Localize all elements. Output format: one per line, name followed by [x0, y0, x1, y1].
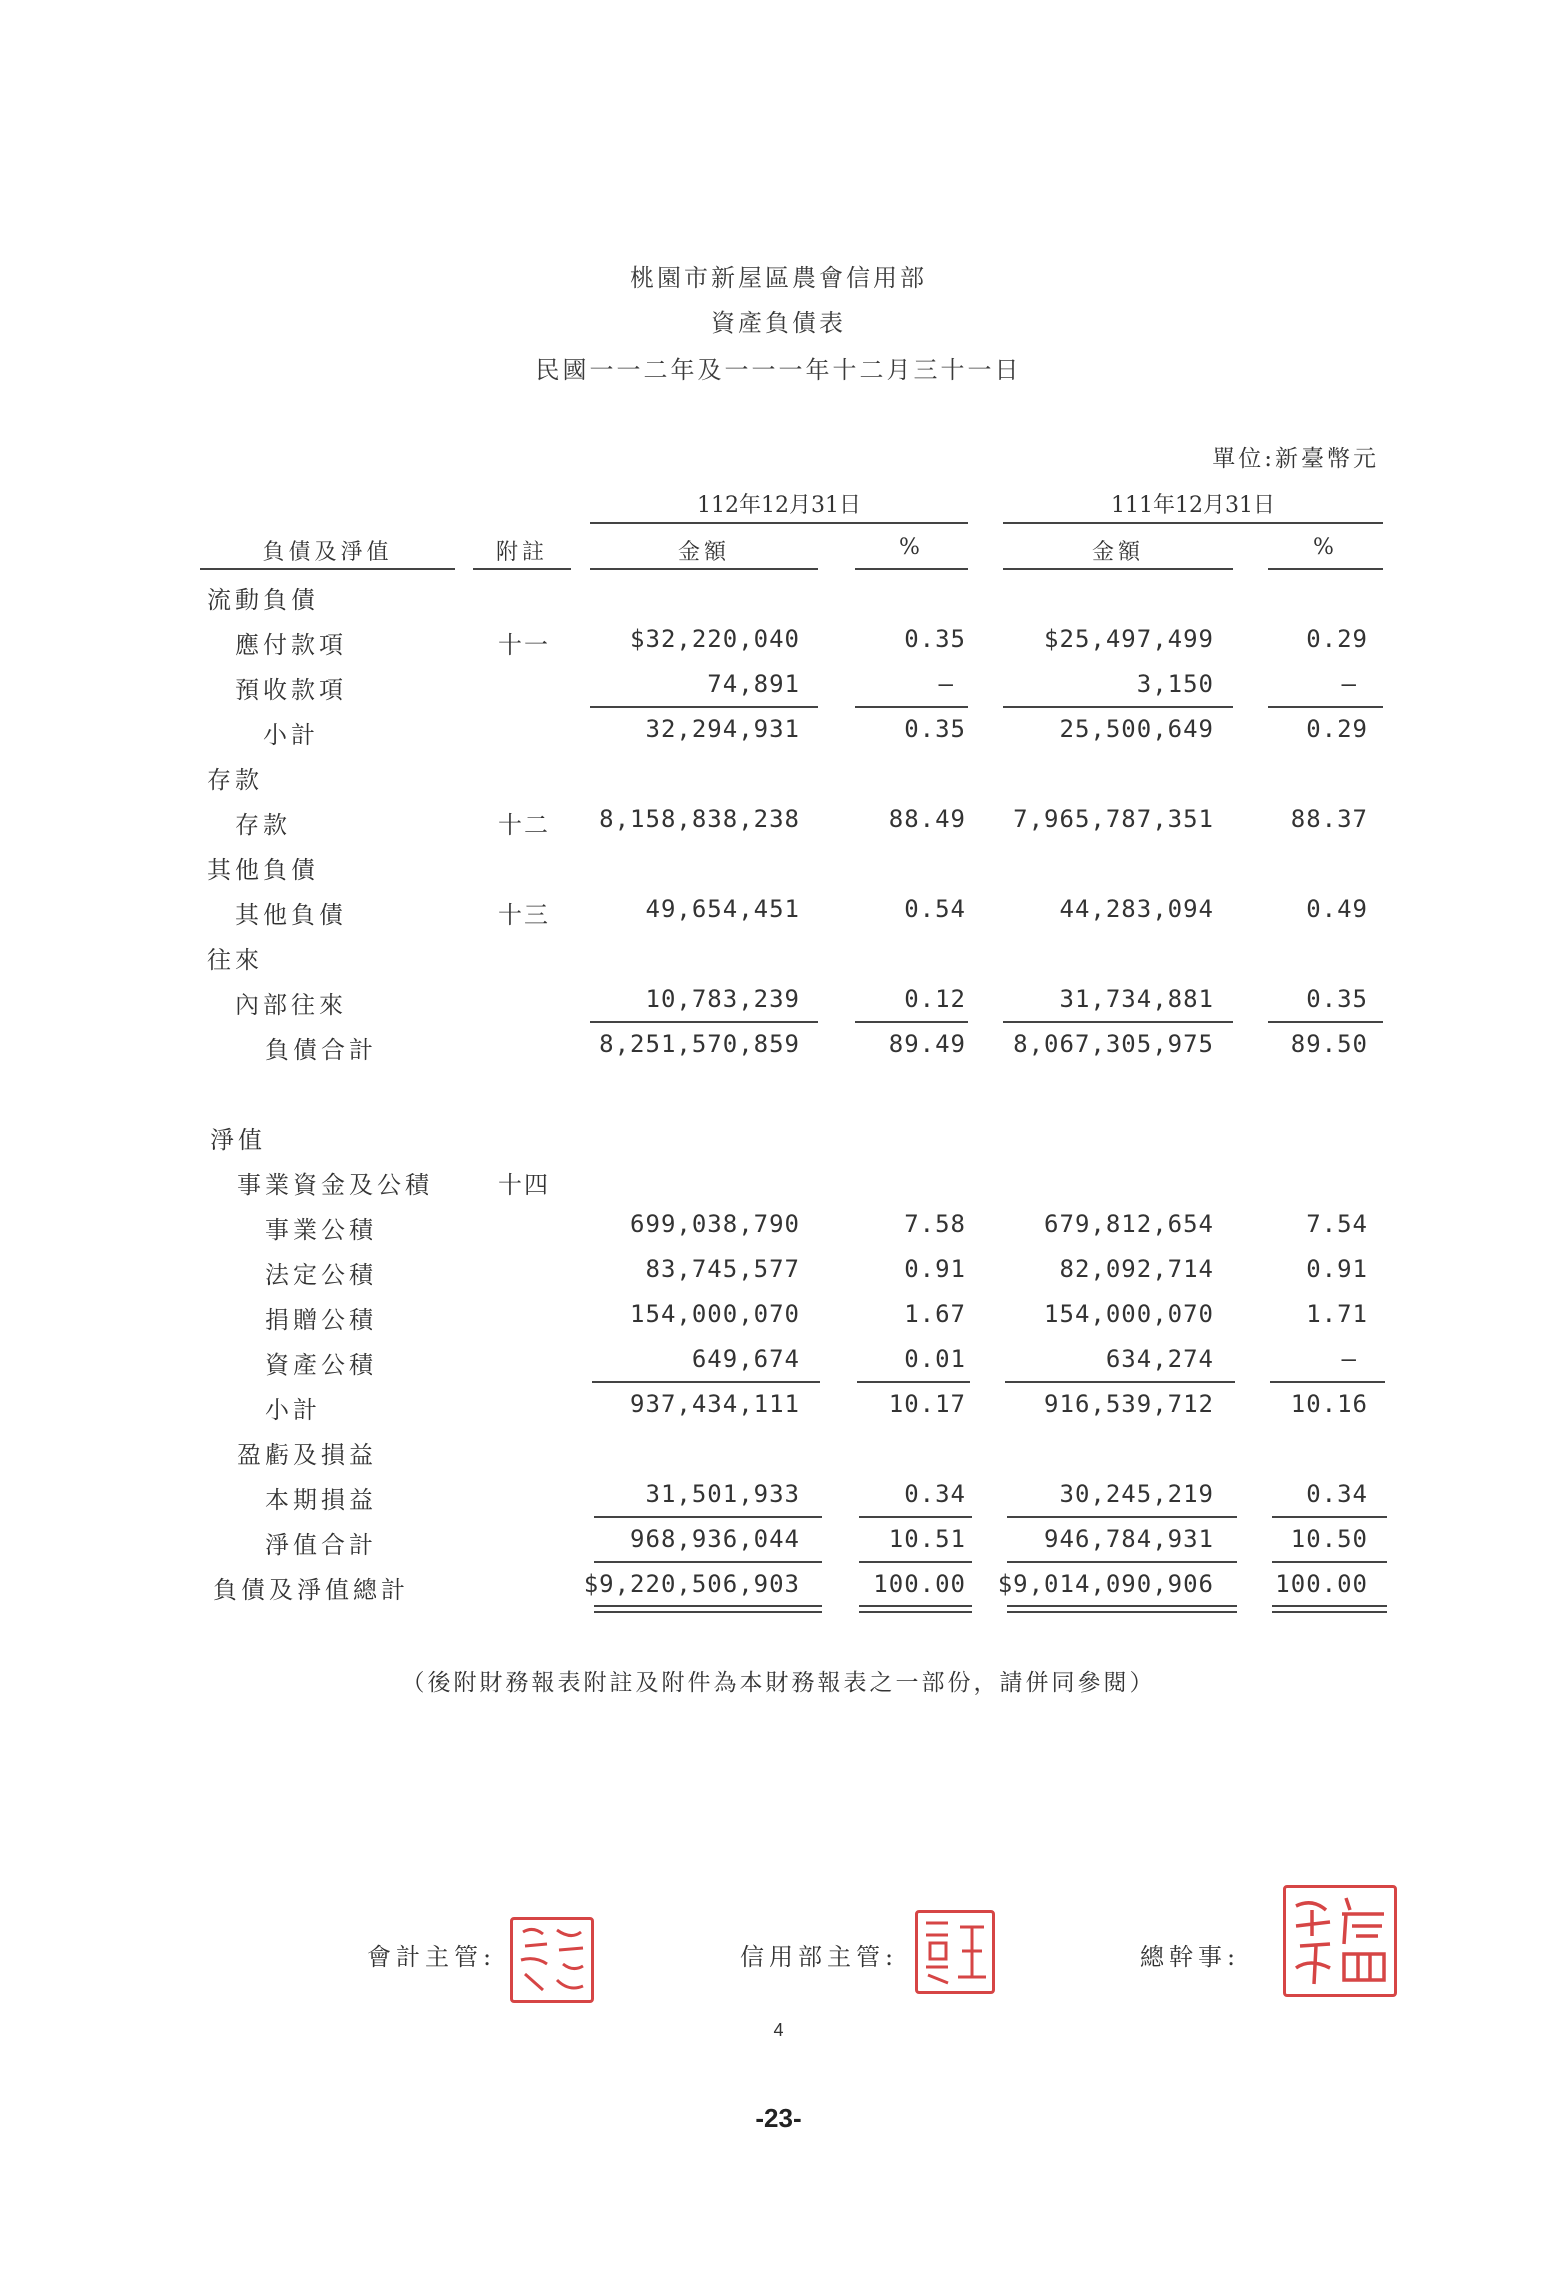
table-row	[0, 625, 1557, 665]
amount-111: 25,500,649	[1059, 715, 1214, 743]
table-row	[0, 1120, 1557, 1160]
amount-111: 44,283,094	[1059, 895, 1214, 923]
column-header-percent-112: %	[899, 535, 924, 560]
amount-112: $32,220,040	[630, 625, 800, 653]
column-header-label: 負債及淨值	[262, 540, 393, 565]
table-row	[0, 1390, 1557, 1430]
amount-111: 7,965,787,351	[1013, 805, 1214, 833]
percent-112: 1.67	[904, 1300, 966, 1328]
percent-112: 0.54	[904, 895, 966, 923]
row-label: 存款	[235, 811, 291, 839]
percent-112: —	[938, 670, 954, 698]
header-rule-percent-111	[1268, 568, 1383, 570]
table-row	[0, 580, 1557, 620]
grand-total-double-rule	[594, 1605, 822, 1613]
percent-111: 0.34	[1306, 1480, 1368, 1508]
percent-112: 0.35	[904, 625, 966, 653]
footnote: （後附財務報表附註及附件為本財務報表之一部份，請併同參閱）	[401, 1670, 1156, 1696]
percent-111: 10.16	[1290, 1390, 1368, 1418]
amount-112: 699,038,790	[630, 1210, 800, 1238]
amount-112: 154,000,070	[630, 1300, 800, 1328]
table-row	[0, 985, 1557, 1025]
percent-111: 0.29	[1306, 625, 1368, 653]
table-row	[0, 1480, 1557, 1520]
total-rule	[1268, 1021, 1383, 1023]
column-header-amount-111: 金額	[1091, 540, 1144, 565]
table-row	[0, 895, 1557, 935]
seal-glyphs	[513, 1920, 591, 2000]
percent-112: 0.12	[904, 985, 966, 1013]
amount-111: 634,274	[1105, 1345, 1214, 1373]
row-label: 存款	[207, 766, 263, 794]
amount-112: 8,251,570,859	[599, 1030, 800, 1058]
amount-111: 679,812,654	[1044, 1210, 1214, 1238]
row-label: 負債合計	[265, 1036, 377, 1064]
table-row	[0, 1300, 1557, 1340]
total-rule	[859, 1561, 972, 1563]
row-label: 淨值	[210, 1126, 266, 1154]
amount-111: 946,784,931	[1044, 1525, 1214, 1553]
total-rule	[1272, 1516, 1387, 1518]
row-label: 負債及淨值總計	[213, 1576, 409, 1604]
table-row	[0, 1210, 1557, 1250]
amount-111: 8,067,305,975	[1013, 1030, 1214, 1058]
table-row	[0, 940, 1557, 980]
percent-112: 0.35	[904, 715, 966, 743]
amount-112: 8,158,838,238	[599, 805, 800, 833]
percent-111: 10.50	[1290, 1525, 1368, 1553]
table-row	[0, 850, 1557, 890]
accounting-supervisor-label: 會計主管:	[367, 1943, 497, 1971]
row-label: 小計	[265, 1396, 321, 1424]
amount-112: 32,294,931	[645, 715, 800, 743]
total-rule	[1272, 1561, 1387, 1563]
row-label: 流動負債	[207, 586, 319, 614]
page-number-inner: 4	[773, 2020, 784, 2040]
column-header-note: 附註	[495, 540, 548, 565]
total-rule	[1007, 1561, 1237, 1563]
percent-111: 0.91	[1306, 1255, 1368, 1283]
row-label: 淨值合計	[265, 1531, 377, 1559]
row-label: 往來	[207, 946, 263, 974]
amount-112: 10,783,239	[645, 985, 800, 1013]
row-note: 十三	[498, 901, 550, 929]
subtotal-rule	[590, 706, 818, 708]
table-row	[0, 1525, 1557, 1565]
total-rule	[1003, 1021, 1233, 1023]
grand-total-double-rule	[1007, 1605, 1237, 1613]
header-rule-amount-112	[590, 568, 818, 570]
header-rule-percent-112	[855, 568, 968, 570]
amount-112: 49,654,451	[645, 895, 800, 923]
column-header-amount-112: 金額	[677, 540, 730, 565]
amount-111: 3,150	[1136, 670, 1214, 698]
amount-112: $9,220,506,903	[583, 1570, 800, 1598]
report-period: 民國一一二年及一一一年十二月三十一日	[535, 356, 1022, 384]
percent-112: 0.34	[904, 1480, 966, 1508]
subtotal-rule	[592, 1381, 820, 1383]
table-row	[0, 1570, 1557, 1610]
table-row	[0, 1030, 1557, 1070]
row-label: 其他負債	[207, 856, 319, 884]
credit-supervisor-seal	[915, 1910, 995, 1994]
year-underline-111	[1003, 522, 1383, 524]
percent-111: 7.54	[1306, 1210, 1368, 1238]
table-row	[0, 715, 1557, 755]
amount-111: 30,245,219	[1059, 1480, 1214, 1508]
amount-111: $25,497,499	[1044, 625, 1214, 653]
row-note: 十二	[498, 811, 550, 839]
currency-unit: 單位:新臺幣元	[1212, 446, 1379, 472]
percent-111: —	[1341, 1345, 1357, 1373]
seal-glyphs	[918, 1913, 992, 1991]
accounting-supervisor-seal	[510, 1917, 594, 2003]
row-label: 應付款項	[235, 631, 347, 659]
percent-111: —	[1341, 670, 1357, 698]
amount-112: 31,501,933	[645, 1480, 800, 1508]
amount-111: 916,539,712	[1044, 1390, 1214, 1418]
subtotal-rule	[1005, 1381, 1235, 1383]
page-number: -23-	[755, 2103, 802, 2133]
table-row	[0, 1345, 1557, 1385]
column-header-percent-111: %	[1313, 535, 1338, 560]
row-label: 資產公積	[265, 1351, 377, 1379]
row-label: 法定公積	[265, 1261, 377, 1289]
row-note: 十一	[498, 631, 550, 659]
percent-112: 0.01	[904, 1345, 966, 1373]
amount-112: 74,891	[707, 670, 800, 698]
percent-112: 88.49	[888, 805, 966, 833]
row-label: 事業資金及公積	[237, 1171, 433, 1199]
table-row	[0, 760, 1557, 800]
header-rule-amount-111	[1003, 568, 1233, 570]
total-rule	[594, 1561, 822, 1563]
amount-112: 968,936,044	[630, 1525, 800, 1553]
year-header-112: 112年12月31日	[697, 493, 861, 518]
total-rule	[590, 1021, 818, 1023]
table-row	[0, 805, 1557, 845]
total-rule	[855, 1021, 968, 1023]
row-label: 其他負債	[235, 901, 347, 929]
row-label: 事業公積	[265, 1216, 377, 1244]
percent-112: 89.49	[888, 1030, 966, 1058]
percent-111: 0.29	[1306, 715, 1368, 743]
table-row	[0, 1255, 1557, 1295]
subtotal-rule	[855, 706, 968, 708]
grand-total-double-rule	[859, 1605, 972, 1613]
report-title: 資產負債表	[711, 309, 846, 337]
subtotal-rule	[1270, 1381, 1385, 1383]
total-rule	[1007, 1516, 1237, 1518]
total-rule	[594, 1516, 822, 1518]
total-rule	[859, 1516, 972, 1518]
percent-112: 100.00	[873, 1570, 966, 1598]
amount-111: 154,000,070	[1044, 1300, 1214, 1328]
percent-111: 89.50	[1290, 1030, 1368, 1058]
percent-112: 10.17	[888, 1390, 966, 1418]
seal-glyphs	[1286, 1888, 1394, 1994]
table-row	[0, 670, 1557, 710]
general-manager-seal	[1283, 1885, 1397, 1997]
amount-112: 937,434,111	[630, 1390, 800, 1418]
table-row	[0, 1165, 1557, 1205]
percent-112: 10.51	[888, 1525, 966, 1553]
amount-112: 649,674	[691, 1345, 800, 1373]
percent-111: 0.35	[1306, 985, 1368, 1013]
percent-111: 1.71	[1306, 1300, 1368, 1328]
year-header-111: 111年12月31日	[1111, 493, 1275, 518]
percent-111: 100.00	[1275, 1570, 1368, 1598]
subtotal-rule	[1268, 706, 1383, 708]
row-label: 本期損益	[265, 1486, 377, 1514]
amount-111: $9,014,090,906	[997, 1570, 1214, 1598]
grand-total-double-rule	[1272, 1605, 1387, 1613]
header-rule-label	[200, 568, 455, 570]
row-label: 內部往來	[235, 991, 347, 1019]
amount-111: 82,092,714	[1059, 1255, 1214, 1283]
amount-111: 31,734,881	[1059, 985, 1214, 1013]
header-rule-note	[473, 568, 571, 570]
general-manager-label: 總幹事:	[1140, 1943, 1241, 1971]
percent-111: 0.49	[1306, 895, 1368, 923]
row-label: 預收款項	[235, 676, 347, 704]
subtotal-rule	[1003, 706, 1233, 708]
amount-112: 83,745,577	[645, 1255, 800, 1283]
subtotal-rule	[857, 1381, 970, 1383]
percent-112: 7.58	[904, 1210, 966, 1238]
percent-111: 88.37	[1290, 805, 1368, 833]
row-note: 十四	[498, 1171, 550, 1199]
org-name: 桃園市新屋區農會信用部	[630, 264, 927, 292]
row-label: 捐贈公積	[265, 1306, 377, 1334]
row-label: 盈虧及損益	[237, 1441, 377, 1469]
year-underline-112	[590, 522, 968, 524]
credit-supervisor-label: 信用部主管:	[740, 1943, 899, 1971]
row-label: 小計	[263, 721, 319, 749]
table-row	[0, 1435, 1557, 1475]
percent-112: 0.91	[904, 1255, 966, 1283]
